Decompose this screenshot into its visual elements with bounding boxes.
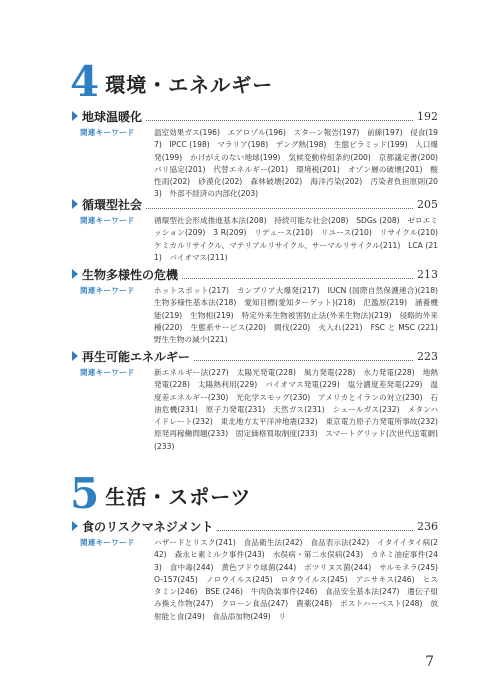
keyword-block (80, 367, 446, 453)
section-page: 205 (417, 197, 438, 211)
keyword-label: 関連キーワード (80, 538, 135, 547)
leader-dots (146, 112, 413, 121)
leader-dots (194, 352, 413, 361)
keyword-block (80, 127, 446, 201)
keyword-label: 関連キーワード (80, 368, 135, 377)
leader-dots (182, 270, 413, 279)
section-title: 再生可能エネルギー (82, 349, 191, 364)
page-number: 7 (425, 654, 434, 670)
chevron-right-icon (72, 111, 78, 121)
leader-dots (146, 200, 413, 209)
keyword-label: 関連キーワード (80, 286, 135, 295)
chevron-right-icon (72, 351, 78, 361)
chapter-number: 5 (70, 469, 100, 518)
section-food-risk (72, 518, 446, 623)
section-title: 食のリスクマネジメント (82, 519, 214, 534)
chapter-number: 4 (70, 57, 100, 106)
chevron-right-icon (72, 199, 78, 209)
keyword-block (80, 537, 446, 623)
keyword-label: 関連キーワード (80, 216, 135, 225)
keyword-label: 関連キーワード (80, 128, 135, 137)
chapter-heading (70, 57, 274, 106)
section-title: 生物多様性の危機 (82, 267, 179, 282)
keyword-block (80, 215, 446, 264)
section-page: 236 (417, 519, 438, 533)
section-page: 192 (417, 109, 438, 123)
section-biodiversity (72, 266, 446, 346)
section-heading[interactable] (72, 108, 438, 124)
keyword-block (80, 285, 446, 346)
chevron-right-icon (72, 269, 78, 279)
chapter-title: 生活・スポーツ (105, 485, 252, 509)
section-global-warming (72, 108, 446, 201)
section-title: 循環型社会 (82, 197, 143, 212)
keyword-list: ホットスポット(217) カンブリア大爆発(217) IUCN (国際自然保護連合)(218) 生物多様性基本法(218) 愛知目標(愛知ターゲット)(218) 氾濫原(219) 涵養機能(219) 生物相(219) 特定外来生物被害防止法(外来生物法)(219) 侵略的外来種(220) 生態系サービス(220) 間伐(220) 火入れ(221) FSC と MSC (221) 野生生物の減少(221) (154, 286, 446, 345)
section-renewable-energy (72, 348, 446, 453)
section-heading[interactable] (72, 266, 438, 282)
chevron-right-icon (72, 521, 78, 531)
section-title: 地球温暖化 (82, 109, 143, 124)
section-heading[interactable] (72, 518, 438, 534)
section-heading[interactable] (72, 196, 438, 212)
keyword-list: 新エネルギー法(227) 太陽光発電(228) 風力発電(228) 水力発電(228) 地熱発電(228) 太陽熱利用(229) バイオマス発電(229) 塩分濃度差発電(229) 温度差エネルギー(230) 光化学スモッグ(230) アメリカとイランの対立(230) 石油危機(231) 原子力発電(231) 天然ガス(231) シェールガス(232) メタンハイドレート(232) 東北地方太平洋沖地震(232) 東京電力原子力発電所事故(232) 原発再稼働問題(233) 固定価格買取制度(233) スマートグリッド(次世代送電網)(233) (154, 368, 446, 451)
section-heading[interactable] (72, 348, 438, 364)
leader-dots (217, 522, 413, 531)
section-recycling-society (72, 196, 446, 264)
chapter-title: 環境・エネルギー (105, 73, 274, 97)
chapter-heading (70, 469, 252, 518)
section-page: 223 (417, 349, 438, 363)
keyword-list: 温室効果ガス(196) エアロゾル(196) スターン報告(197) 前線(197) 侵食(197) IPCC (198) マラリア(198) デング熱(198) 生態ピラミッド(199) 人口爆発(199) かけがえのない地球(199) 気候変動枠組条約(200) 京都議定書(200) パリ協定(201) 代替エネルギー(201) 環境税(201) オゾン層の破壊(201) 酸性雨(202) 砂漠化(202) 森林破壊(202) 海洋汚染(202) 汚染者負担原則(203) 外部不経済の内部化(203) (154, 128, 446, 199)
keyword-list: ハザードとリスク(241) 食品衛生法(242) 食品表示法(242) イタイイタイ病(242) 森永ヒ素ミルク事件(243) 水俣病・第二水俣病(243) カネミ油症事件(243) 食中毒(244) 黄色ブドウ球菌(244) ボツリヌス菌(244) サルモネラ(245) O-157(245) ノロウイルス(245) ロタウイルス(245) アニサキス(246) ヒスタミン(246) BSE (246) 牛肉偽装事件(246) 食品安全基本法(247) 遺伝子組み換え作物(247) クローン食品(247) 農薬(248) ポストハーベスト(248) 放射能と食(249) 食品添加物(249) リ (154, 538, 446, 621)
keyword-list: 循環型社会形成推進基本法(208) 持続可能な社会(208) SDGs (208) ゼロエミッション(209) 3 R(209) リデュース(210) リユース(210) リサイクル(210) ケミカルリサイクル、マテリアルリサイクル、サーマルリサイクル(211) LCA (211) バイオマス(211) (154, 216, 446, 262)
section-page: 213 (417, 267, 438, 281)
